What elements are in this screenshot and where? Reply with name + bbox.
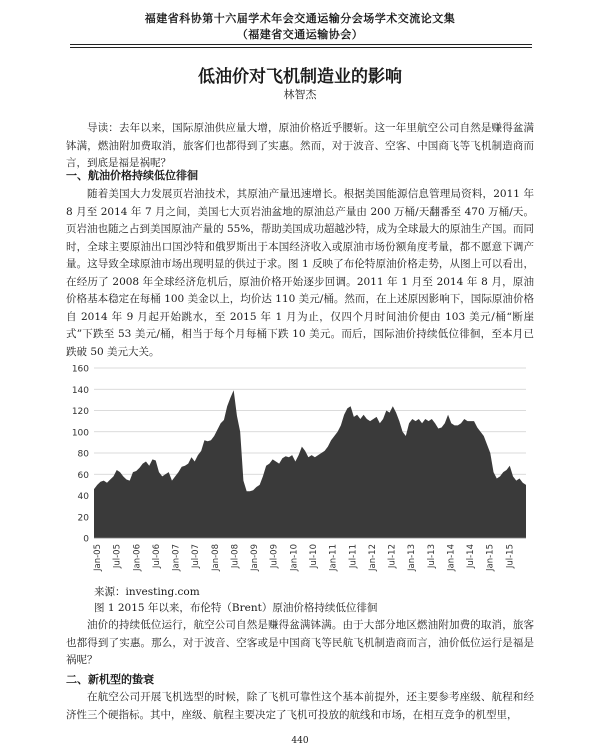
paragraph-4: 在航空公司开展飞机选型的时候，除了飞机可靠性这个基本前提外，还主要参考座级、航程和经济性三个硬指标。其中，座级、航程主要决定了飞机可投放的航线和市场，在相互竞争的机型里， (66, 691, 534, 721)
x-tick-label: Jul-05 (112, 544, 123, 569)
figure-caption: 图 1 2015 年以来，布伦特（Brent）原油价格持续低位徘徊 (94, 602, 378, 614)
x-tick-label: Jul-08 (230, 544, 241, 569)
x-tick-label: Jan-09 (250, 544, 261, 571)
intro-paragraph: 导读：去年以来，国际原油供应量大增，原油价格近乎腰斩。这一年里航空公司自然是赚得盆满钵满，燃油附加费取消，旅客们也都得到了实惠。然而，对于波音、空客、中国商飞等飞机制造商而言，到底是福是祸呢？ (66, 122, 534, 169)
chart-svg (64, 360, 536, 582)
x-tick-label: Jan-10 (289, 544, 300, 571)
article-author: 林智杰 (283, 88, 317, 101)
y-tick-label: 0 (83, 534, 89, 545)
x-tick-label: Jul-10 (309, 544, 319, 569)
chart-y-axis (72, 365, 89, 545)
x-tick-label: Jan-15 (485, 544, 496, 571)
y-tick-label: 80 (77, 449, 89, 460)
y-tick-label: 20 (77, 513, 89, 524)
header-rule-bottom (70, 47, 532, 48)
article-title: 低油价对飞机制造业的影响 (198, 67, 402, 87)
x-tick-label: Jul-07 (191, 544, 202, 569)
x-tick-label: Jan-12 (367, 544, 378, 571)
paragraph-3: 油价的持续低位运行，航空公司自然是赚得盆满钵满。由于大部分地区燃油附加费的取消，旅客也都得到了实惠。那么，对于波音、空客或是中国商飞等民航飞机制造商而言，油价低位运行是福是祸呢？ (66, 619, 534, 666)
x-tick-label: Jul-12 (387, 544, 398, 569)
header-rule-top (70, 44, 532, 45)
chart-x-axis (93, 538, 526, 572)
x-tick-label: Jul-15 (505, 544, 516, 569)
x-tick-label: Jan-07 (171, 544, 182, 571)
x-tick-label: Jul-09 (269, 544, 280, 569)
x-tick-label: Jul-06 (151, 544, 162, 569)
x-tick-label: Jan-14 (446, 544, 457, 571)
y-tick-label: 40 (77, 492, 89, 502)
x-tick-label: Jul-13 (426, 544, 437, 569)
y-tick-label: 100 (71, 428, 89, 439)
section-2-heading: 二、新机型的蛰衰 (66, 673, 154, 686)
brent-price-chart (64, 360, 536, 582)
running-header-subtitle: （福建省交通运输协会） (236, 28, 364, 41)
x-tick-label: Jan-05 (93, 544, 103, 571)
section-1-heading: 一、航油价格持续低位徘徊 (66, 169, 198, 182)
brent-price-area (94, 390, 526, 538)
running-header-title: 福建省科协第十六届学术年会交通运输分会场学术交流论文集 (144, 12, 456, 25)
x-tick-label: Jan-06 (132, 544, 143, 571)
x-tick-label: Jan-13 (407, 544, 418, 571)
section-1-paragraph: 随着美国大力发展页岩油技术，其原油产量迅速增长。根据美国能源信息管理局资料，2011 年 8 月至 2014 年 7 月之间，美国七大页岩油盆地的原油总产量由 200 万桶/天翻番至 470 万桶/天。页岩油也随之占到美国原油产量的 55%，帮助美国成功超越沙特，成为全球最大的原油生产国。而同时，全球主要原油出口国沙特和俄罗斯出于本国经济收入或原油市场份额角度考量，都不愿意下调产量。这导致全球原油市场出现明显的供过于求。图 1 反映了布伦特原油价格走势，从图上可以看出，在经历了 2008 年全球经济危机后，原油价格开始逐步回调。2011 年 1 月至 2014 年 8 月，原油价格基本稳定在每桶 100 美金以上，均价达 110 美元/桶。然而，在上述原因影响下，国际原油价格自 2014 年 9 月起开始跳水，至 2015 年 1 月为止，仅四个月时间油价便由 103 美元/桶“断崖式”下跌至 53 美元/桶，相当于每个月每桶下跌 10 美元。而后，国际油价持续低位徘徊，至本月已跌破 50 美元大关。 (66, 188, 534, 358)
figure-source: 来源：investing.com (94, 586, 200, 598)
y-tick-label: 60 (77, 470, 89, 481)
x-tick-label: Jul-14 (466, 544, 477, 569)
x-tick-label: Jul-11 (348, 544, 359, 569)
y-tick-label: 120 (71, 407, 89, 417)
y-tick-label: 140 (71, 385, 89, 396)
chart-area-series (94, 390, 526, 538)
x-tick-label: Jan-11 (328, 544, 339, 571)
x-tick-label: Jan-08 (210, 544, 221, 571)
page-number: 440 (291, 736, 309, 746)
y-tick-label: 160 (71, 364, 89, 375)
